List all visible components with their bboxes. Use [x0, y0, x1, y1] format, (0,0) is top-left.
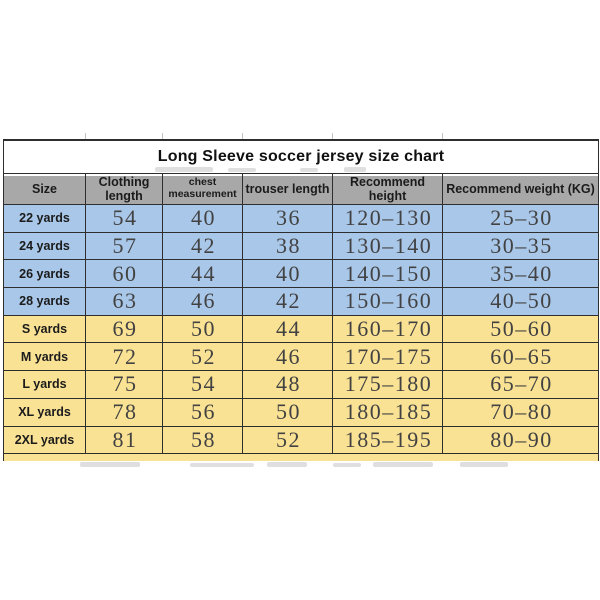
scan-tick — [162, 133, 163, 139]
size-value-cell: 185–195 — [333, 427, 443, 455]
size-value-cell: 54 — [163, 371, 243, 399]
size-row-label: 24 yards — [4, 233, 86, 261]
scan-smudge — [344, 167, 366, 172]
size-value-cell: 54 — [86, 205, 163, 233]
column-header — [4, 174, 86, 205]
column-header — [443, 174, 598, 205]
scan-smudge — [460, 462, 508, 467]
column-header-text: height — [368, 189, 407, 203]
size-row-label: S yards — [4, 316, 86, 344]
size-value-cell: 70–80 — [443, 399, 598, 427]
chart-title: Long Sleeve soccer jersey size chart — [4, 141, 598, 174]
scan-tick — [85, 133, 86, 139]
size-value-cell: 44 — [243, 316, 333, 344]
size-value-cell: 60 — [86, 260, 163, 288]
size-value-cell: 44 — [163, 260, 243, 288]
column-header-text: Clothing — [98, 175, 150, 189]
column-header-text: trouser length — [245, 182, 330, 196]
scan-smudge — [373, 462, 433, 467]
size-value-cell: 65–70 — [443, 371, 598, 399]
size-value-cell: 40–50 — [443, 288, 598, 316]
size-value-cell: 63 — [86, 288, 163, 316]
size-row-label: 22 yards — [4, 205, 86, 233]
size-value-cell: 72 — [86, 343, 163, 371]
size-value-cell: 38 — [243, 233, 333, 261]
size-value-cell: 175–180 — [333, 371, 443, 399]
column-header — [333, 174, 443, 205]
size-value-cell: 160–170 — [333, 316, 443, 344]
scan-tick — [242, 133, 243, 139]
bottom-yellow-strip — [4, 454, 598, 461]
size-value-cell: 46 — [243, 343, 333, 371]
scan-smudge — [80, 462, 140, 467]
size-value-cell: 40 — [163, 205, 243, 233]
size-row-label: XL yards — [4, 399, 86, 427]
size-value-cell: 35–40 — [443, 260, 598, 288]
size-value-cell: 75 — [86, 371, 163, 399]
column-header-text: Size — [31, 182, 57, 196]
size-chart-table — [3, 139, 599, 461]
scan-smudge — [190, 463, 254, 467]
size-grid — [4, 174, 598, 454]
size-value-cell: 30–35 — [443, 233, 598, 261]
scan-smudge — [155, 167, 213, 172]
scan-smudge — [333, 463, 361, 467]
size-value-cell: 52 — [243, 427, 333, 455]
size-value-cell: 50 — [243, 399, 333, 427]
scan-smudge — [267, 462, 307, 467]
size-value-cell: 40 — [243, 260, 333, 288]
size-value-cell: 57 — [86, 233, 163, 261]
size-value-cell: 42 — [163, 233, 243, 261]
size-value-cell: 50–60 — [443, 316, 598, 344]
size-value-cell: 58 — [163, 427, 243, 455]
size-row-label: M yards — [4, 343, 86, 371]
size-value-cell: 78 — [86, 399, 163, 427]
size-value-cell: 81 — [86, 427, 163, 455]
column-header-text: length — [105, 189, 143, 203]
size-value-cell: 46 — [163, 288, 243, 316]
scan-smudge — [300, 168, 318, 172]
size-row-label: 28 yards — [4, 288, 86, 316]
size-value-cell: 42 — [243, 288, 333, 316]
size-value-cell: 80–90 — [443, 427, 598, 455]
size-value-cell: 36 — [243, 205, 333, 233]
scan-smudge — [228, 168, 256, 172]
size-value-cell: 120–130 — [333, 205, 443, 233]
size-value-cell: 140–150 — [333, 260, 443, 288]
size-row-label: 2XL yards — [4, 427, 86, 455]
size-row-label: 26 yards — [4, 260, 86, 288]
size-value-cell: 52 — [163, 343, 243, 371]
size-value-cell: 56 — [163, 399, 243, 427]
size-value-cell: 69 — [86, 316, 163, 344]
column-header-text: Recommend weight (KG) — [446, 182, 595, 196]
size-value-cell: 150–160 — [333, 288, 443, 316]
size-value-cell: 50 — [163, 316, 243, 344]
size-value-cell: 60–65 — [443, 343, 598, 371]
column-header — [86, 174, 163, 205]
scan-tick — [442, 133, 443, 139]
size-row-label: L yards — [4, 371, 86, 399]
size-value-cell: 130–140 — [333, 233, 443, 261]
size-value-cell: 48 — [243, 371, 333, 399]
column-header-text: Recommend — [349, 175, 426, 189]
column-header — [163, 174, 243, 205]
size-value-cell: 170–175 — [333, 343, 443, 371]
size-value-cell: 180–185 — [333, 399, 443, 427]
scan-tick — [332, 133, 333, 139]
size-value-cell: 25–30 — [443, 205, 598, 233]
column-header — [243, 174, 333, 205]
column-header-text: chest measurement — [168, 176, 237, 200]
